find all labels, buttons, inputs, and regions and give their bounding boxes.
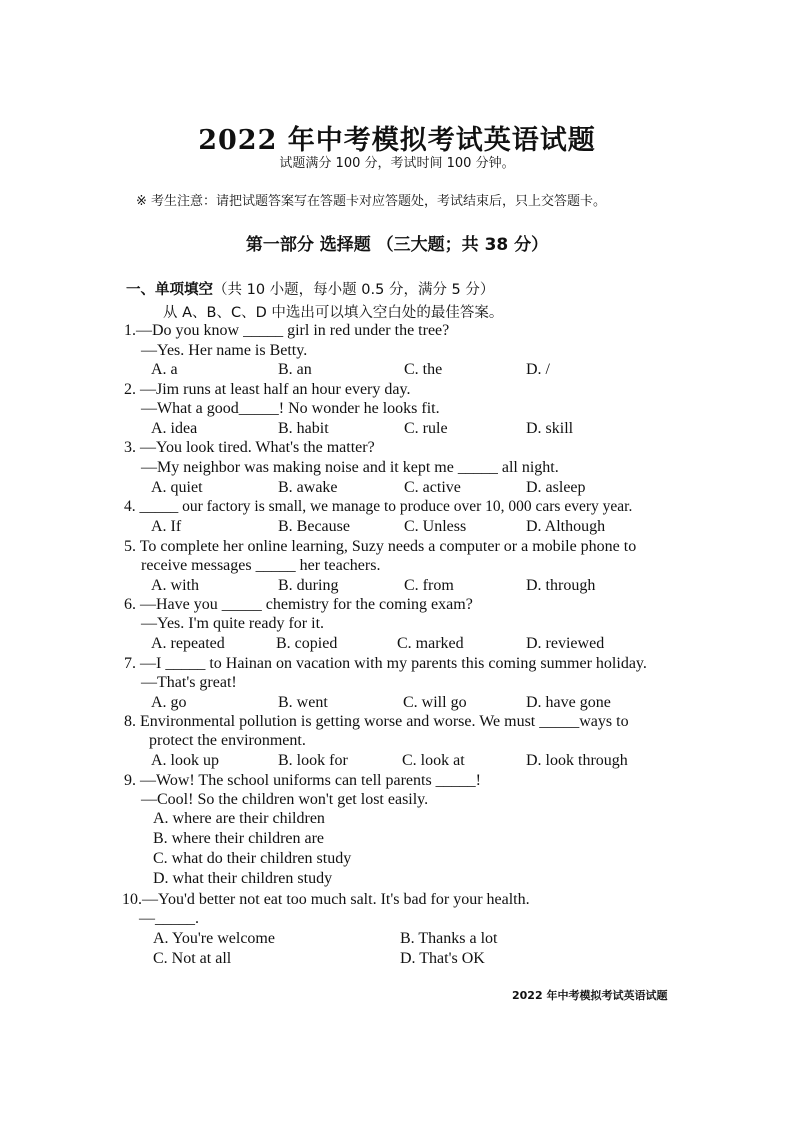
question-2-stem: 2. —Jim runs at least half an hour every day.: [124, 381, 411, 398]
question-5-stem: 5. To complete her online learning, Suzy needs a computer or a mobile phone to: [124, 538, 637, 555]
section-heading-label: 一、单项填空: [126, 282, 213, 298]
question-2-option-c: C. rule: [404, 420, 448, 437]
question-6-option-b: B. copied: [276, 635, 338, 652]
section-instruction: 从 A、B、C、D 中选出可以填入空白处的最佳答案。: [163, 305, 504, 321]
question-5-option-a: A. with: [151, 577, 199, 594]
question-8-stem: 8. Environmental pollution is getting worse and worse. We must _____ways to: [124, 713, 629, 730]
question-4-option-c: C. Unless: [404, 518, 467, 535]
question-10-option-c: C. Not at all: [153, 950, 232, 967]
question-9-option-a: A. where are their children: [153, 810, 325, 827]
question-9-option-d: D. what their children study: [153, 870, 333, 887]
question-5-option-d: D. through: [526, 577, 596, 594]
exam-subtitle: 试题满分 100 分，考试时间 100 分钟。: [279, 156, 515, 171]
question-6-line-2: —Yes. I'm quite ready for it.: [141, 615, 325, 632]
question-1-line-2: —Yes. Her name is Betty.: [141, 342, 308, 359]
question-3-stem: 3. —You look tired. What's the matter?: [124, 439, 375, 456]
question-3-option-d: D. asleep: [526, 479, 586, 496]
question-5-option-b: B. during: [278, 577, 339, 594]
question-8-option-c: C. look at: [402, 752, 465, 769]
question-7-option-b: B. went: [278, 694, 328, 711]
question-8-option-a: A. look up: [151, 752, 219, 769]
question-8-line-2: protect the environment.: [149, 732, 306, 749]
exam-title: 2022 年中考模拟考试英语试题: [198, 125, 596, 156]
question-10-stem: 10.—You'd better not eat too much salt. It's bad for your health.: [122, 891, 530, 908]
question-7-stem: 7. —I _____ to Hainan on vacation with my parents this coming summer holiday.: [124, 655, 647, 672]
question-7-line-2: —That's great!: [141, 674, 237, 691]
question-10-line-2: —_____.: [139, 910, 199, 927]
question-6-option-d: D. reviewed: [526, 635, 605, 652]
question-2-option-a: A. idea: [151, 420, 198, 437]
question-9-stem: 9. —Wow! The school uniforms can tell parents _____!: [124, 772, 482, 789]
part-title: 第一部分 选择题 （三大题；共 38 分）: [245, 235, 549, 255]
question-7-option-c: C. will go: [403, 694, 467, 711]
exam-notice: ※ 考生注意：请把试题答案写在答题卡对应答题处，考试结束后，只上交答题卡。: [136, 194, 607, 209]
question-4-option-d: D. Although: [526, 518, 606, 535]
question-5-line-2: receive messages _____ her teachers.: [141, 557, 381, 574]
question-6-stem: 6. —Have you _____ chemistry for the coming exam?: [124, 596, 473, 613]
question-10-option-b: B. Thanks a lot: [400, 930, 498, 947]
question-1-option-a: A. a: [151, 361, 178, 378]
question-3-option-c: C. active: [404, 479, 461, 496]
question-4-option-a: A. If: [151, 518, 182, 535]
question-9-option-b: B. where their children are: [153, 830, 325, 847]
question-8-option-d: D. look through: [526, 752, 628, 769]
question-2-option-d: D. skill: [526, 420, 574, 437]
page-footer: 2022 年中考模拟考试英语试题: [512, 989, 668, 1002]
question-3-line-2: —My neighbor was making noise and it kept me _____ all night.: [141, 459, 559, 476]
question-1-stem: 1.—Do you know _____ girl in red under the tree?: [124, 322, 450, 339]
question-5-option-c: C. from: [404, 577, 454, 594]
question-1-option-c: C. the: [404, 361, 443, 378]
question-3-option-a: A. quiet: [151, 479, 203, 496]
question-2-option-b: B. habit: [278, 420, 329, 437]
question-7-option-a: A. go: [151, 694, 187, 711]
question-10-option-a: A. You're welcome: [153, 930, 275, 947]
question-10-option-d: D. That's OK: [400, 950, 485, 967]
section-heading: [126, 278, 494, 299]
question-7-option-d: D. have gone: [526, 694, 611, 711]
question-9-line-2: —Cool! So the children won't get lost easily.: [141, 791, 429, 808]
question-1-option-b: B. an: [278, 361, 312, 378]
question-6-option-c: C. marked: [397, 635, 464, 652]
question-9-option-c: C. what do their children study: [153, 850, 352, 867]
question-1-option-d: D. /: [526, 361, 550, 378]
question-4-stem: 4. _____ our factory is small, we manage to produce over 10, 000 cars every year.: [124, 498, 633, 515]
question-6-option-a: A. repeated: [151, 635, 225, 652]
question-2-line-2: —What a good_____! No wonder he looks fit.: [141, 400, 440, 417]
question-4-option-b: B. Because: [278, 518, 350, 535]
section-heading-detail: （共 10 小题，每小题 0.5 分，满分 5 分）: [213, 282, 495, 298]
question-8-option-b: B. look for: [278, 752, 348, 769]
question-3-option-b: B. awake: [278, 479, 338, 496]
